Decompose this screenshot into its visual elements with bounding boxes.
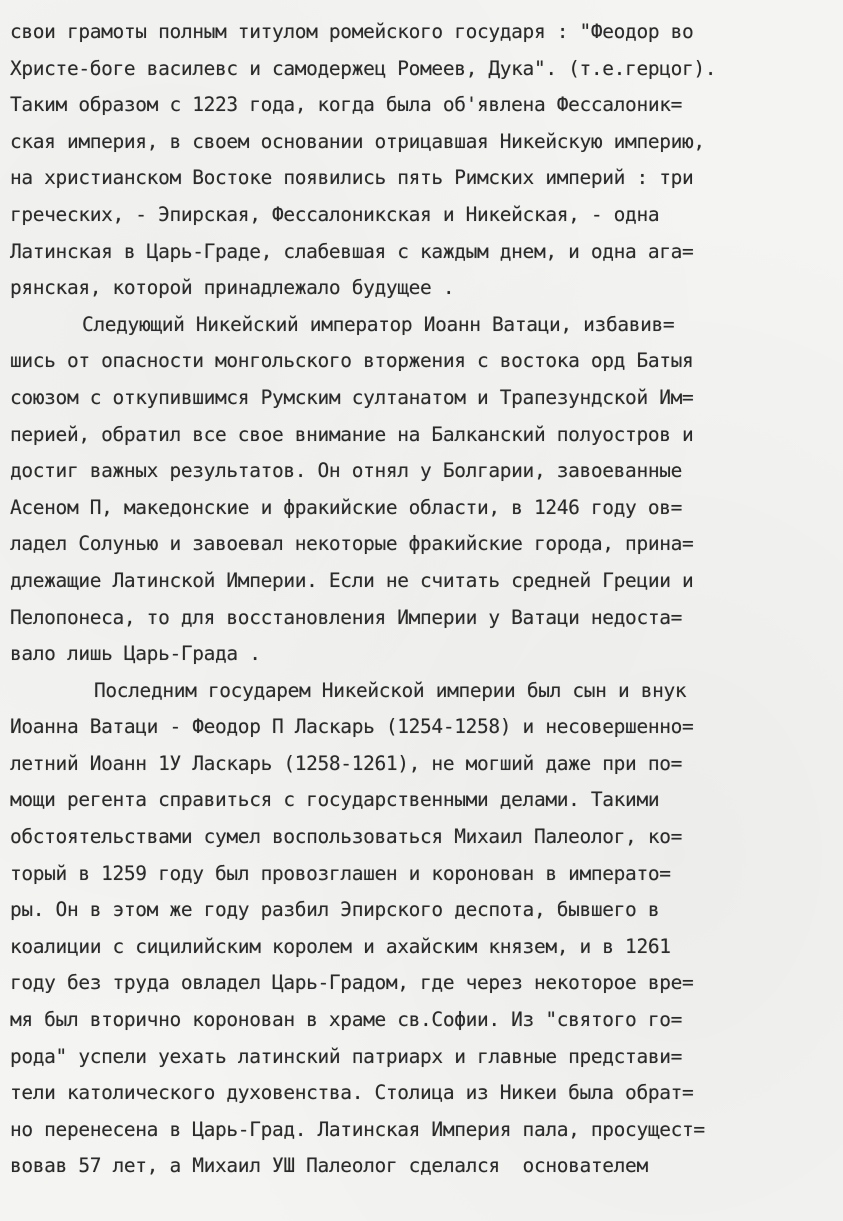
text-line: шись от опасности монгольского вторжения с востока орд Батыя xyxy=(10,349,694,373)
text-line: Латинская в Царь-Граде, слабевшая с каждым днем, и одна ага= xyxy=(10,239,694,263)
text-line: на христианском Востоке появились пять Римских империй : три xyxy=(10,166,694,190)
text-line: перией, обратил все свое внимание на Балканский полуостров и xyxy=(10,422,694,446)
paragraph-start-line: Следующий Никейский император Иоанн Ватаци, избавив= xyxy=(82,312,675,336)
text-line: коалиции с сицилийским королем и ахайским князем, и в 1261 xyxy=(10,934,671,958)
text-line: тели католического духовенства. Столица из Никеи была обрат= xyxy=(10,1081,694,1105)
text-line: летний Иоанн 1У Ласкарь (1258-1261), не могший даже при по= xyxy=(10,751,683,775)
paragraph-start-line: Последним государем Никейской империи был сын и внук xyxy=(94,678,687,702)
text-line: Христе-боге василевс и самодержец Ромеев, Дука". (т.е.герцог). xyxy=(10,56,717,80)
text-line: длежащие Латинской Империи. Если не считать средней Греции и xyxy=(10,568,694,592)
text-line: торый в 1259 году был провозглашен и коронован в императо= xyxy=(10,861,671,885)
text-line: ская империя, в своем основании отрицавшая Никейскую империю, xyxy=(10,129,705,153)
text-line: рянская, которой принадлежало будущее . xyxy=(10,276,455,300)
text-line: союзом с откупившимся Румским султанатом и Трапезундской Им= xyxy=(10,385,694,409)
text-line: Иоанна Ватаци - Феодор П Ласкарь (1254-1258) и несовершенно= xyxy=(10,715,694,739)
text-line: ладел Солунью и завоевал некоторые фракийские города, прина= xyxy=(10,532,694,556)
text-line: году без труда овладел Царь-Градом, где через некоторое вре= xyxy=(10,971,694,995)
text-line: мощи регента справиться с государственными делами. Такими xyxy=(10,788,660,812)
text-line: Асеном П, македонские и фракийские области, в 1246 году ов= xyxy=(10,495,683,519)
document-body xyxy=(10,14,836,1185)
text-line: ры. Он в этом же году разбил Эпирского деспота, бывшего в xyxy=(10,898,660,922)
text-line: рода" успели уехать латинский патриарх и главные представи= xyxy=(10,1044,683,1068)
text-line: Пелопонеса, то для восстановления Империи у Ватаци недоста= xyxy=(10,605,683,629)
text-line: вовав 57 лет, а Михаил УШ Палеолог сделался основателем xyxy=(10,1154,648,1178)
text-line: Таким образом с 1223 года, когда была об'явлена Фессалоник= xyxy=(10,93,683,117)
text-line: свои грамоты полным титулом ромейского государя : "Феодор во xyxy=(10,20,694,43)
text-line: обстоятельствами сумел воспользоваться Михаил Палеолог, ко= xyxy=(10,825,683,849)
text-line: достиг важных результатов. Он отнял у Болгарии, завоеванные xyxy=(10,459,683,483)
text-line: но перенесена в Царь-Град. Латинская Империя пала, просущест= xyxy=(10,1117,705,1141)
text-line: греческих, - Эпирская, Фессалоникская и Никейская, - одна xyxy=(10,202,660,226)
text-line: вало лишь Царь-Града . xyxy=(10,642,261,666)
text-line: мя был вторично коронован в храме св.Софии. Из "святого го= xyxy=(10,1008,683,1032)
